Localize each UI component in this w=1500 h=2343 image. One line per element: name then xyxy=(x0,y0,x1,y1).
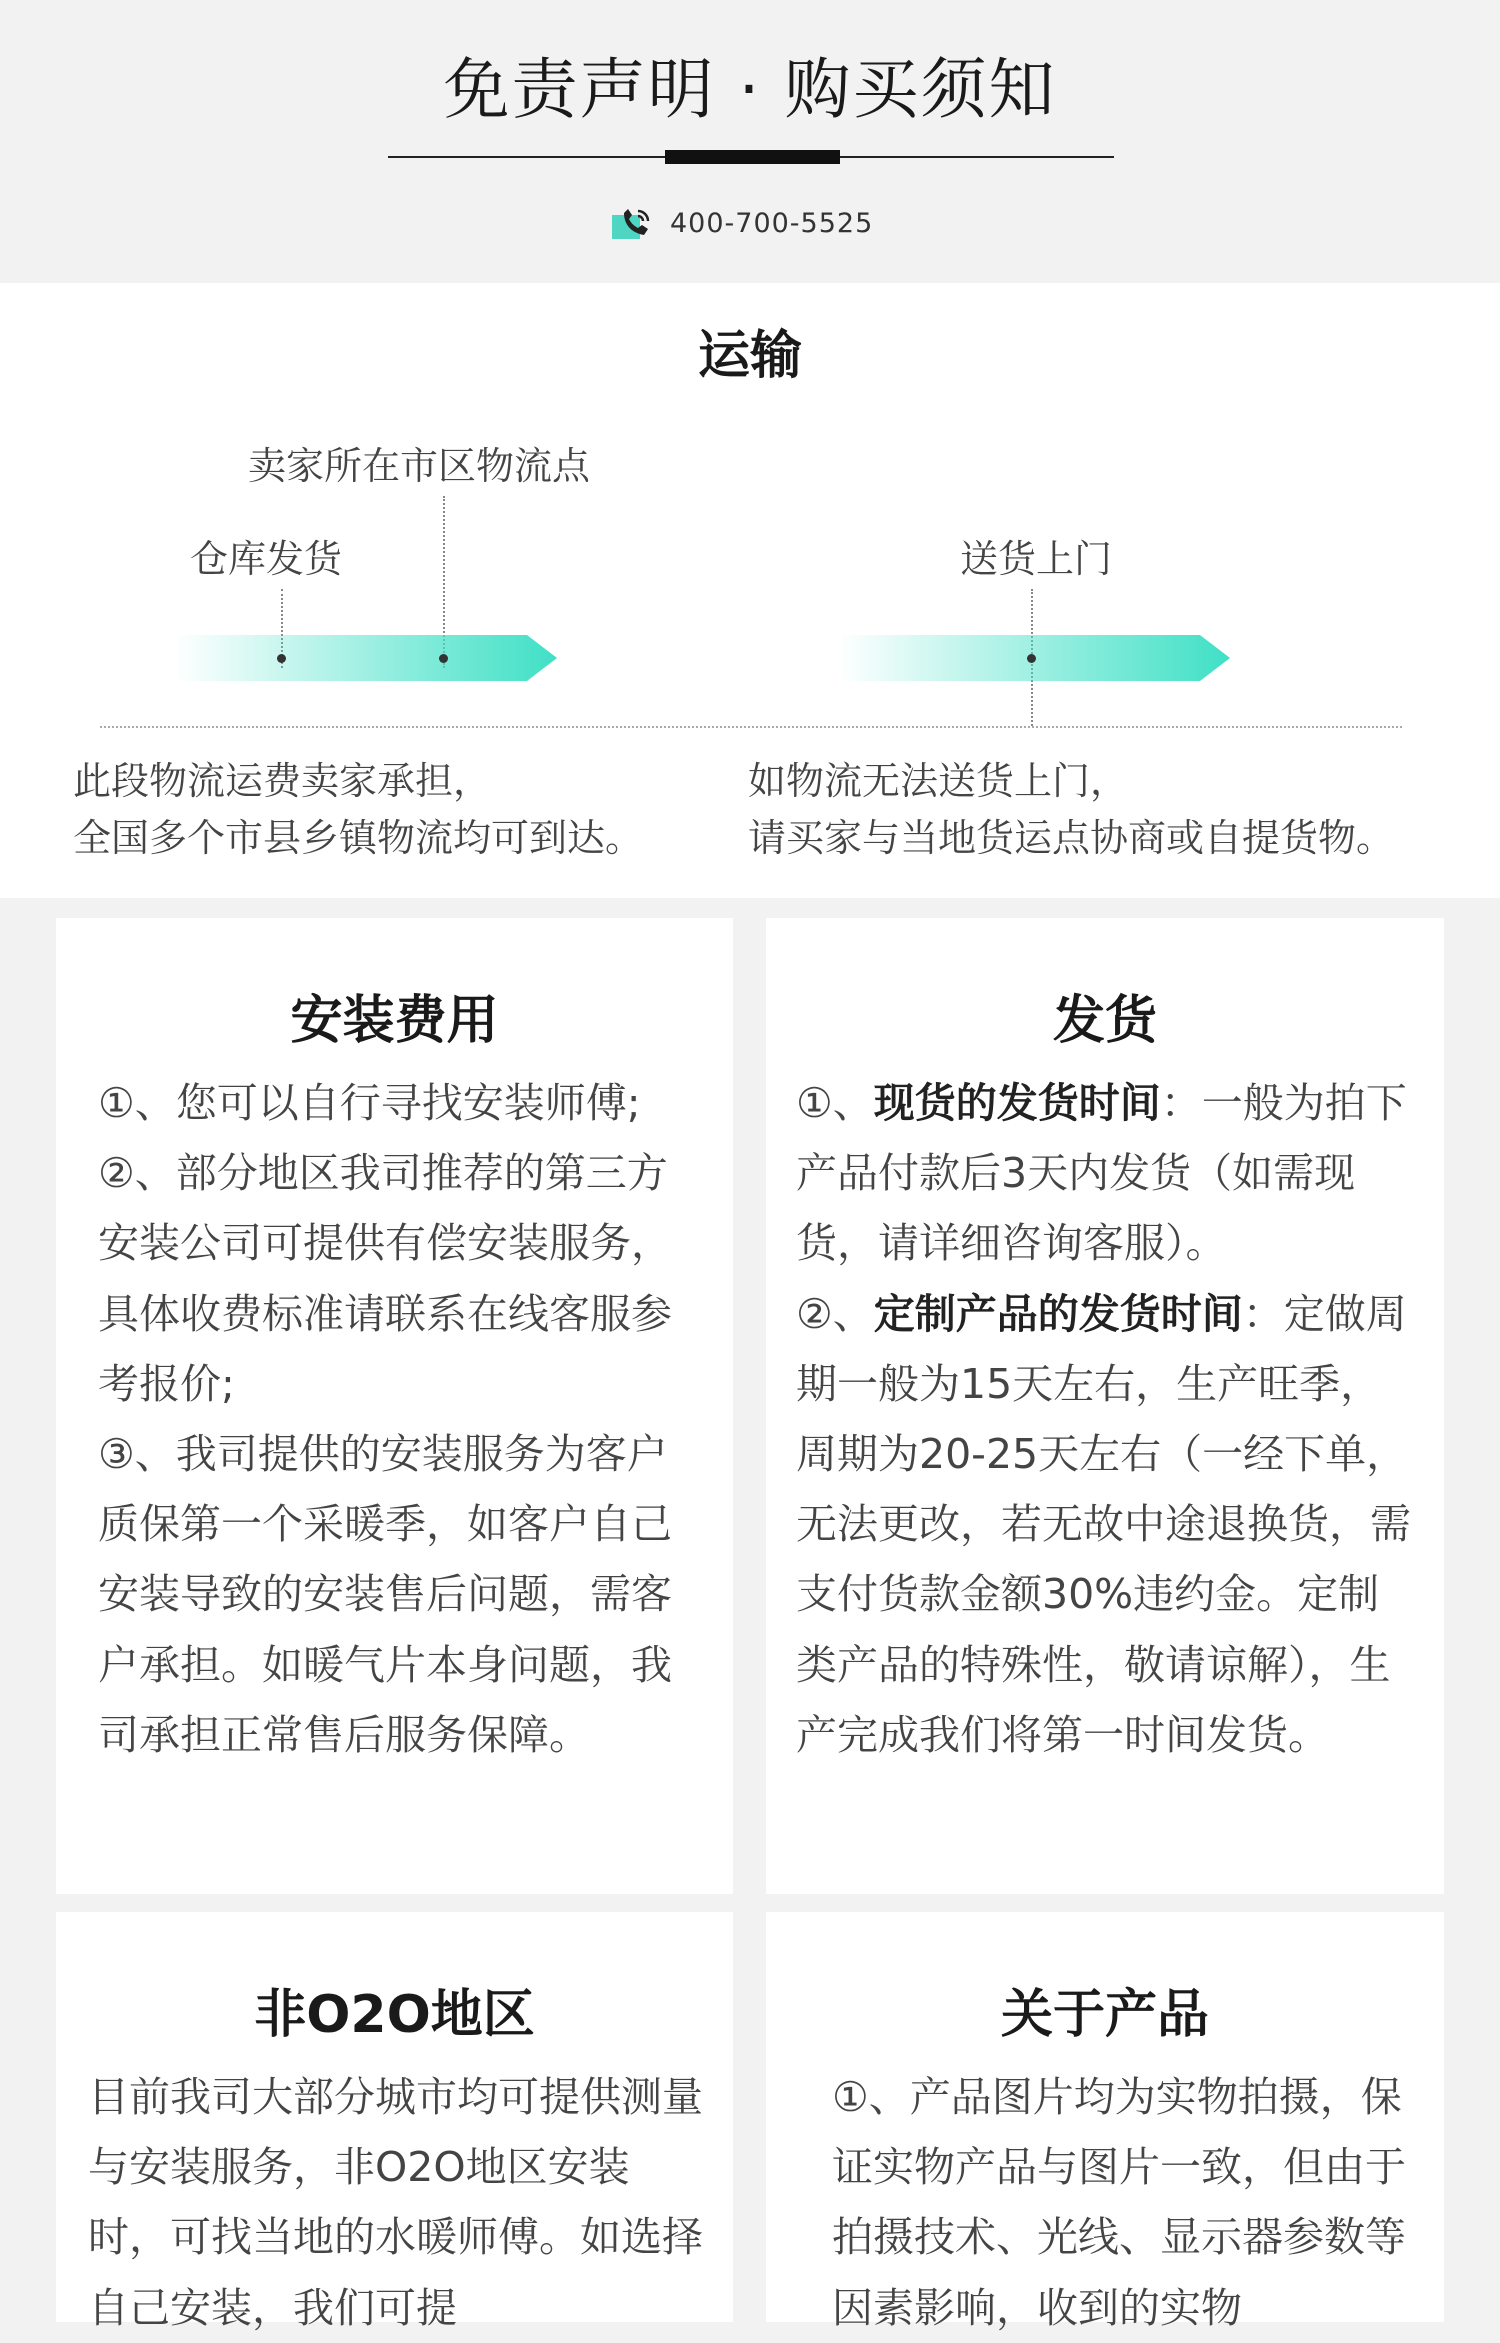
phone-contact[interactable] xyxy=(612,203,873,243)
label-warehouse-shipping: 仓库发货 xyxy=(190,537,343,581)
phone-number: 400-700-5525 xyxy=(670,207,874,239)
right-description xyxy=(748,753,1394,867)
shipping-item xyxy=(796,1279,1416,1770)
product-title: 关于产品 xyxy=(1000,1985,1209,2045)
item-prefix: ②、 xyxy=(796,1289,874,1338)
label-city-logistics-point: 卖家所在市区物流点 xyxy=(248,444,591,488)
left-description-line: 全国多个市县乡镇物流均可到达。 xyxy=(73,816,644,860)
right-description-line: 如物流无法送货上门， xyxy=(748,759,1129,803)
shipping-card xyxy=(766,918,1444,1894)
install-fee-card xyxy=(56,918,733,1894)
item-text: ：一般为拍下产品付款后3天内发货（如需现货，请详细咨询客服）。 xyxy=(796,1079,1407,1268)
item-prefix: ①、 xyxy=(796,1079,874,1127)
product-body xyxy=(832,2062,1422,2343)
item-heading: 定制产品的发货时间 xyxy=(873,1289,1243,1338)
warehouse-marker xyxy=(277,654,286,663)
item-text: ：定做周期一般为15天左右，生产旺季，周期为20-25天左右（一经下单，无法更改，若无故中途退换货，需支付货款金额30%违约金。定制类产品的特殊性，敬请谅解），生产完成我们将第一时间发货。 xyxy=(796,1289,1411,1759)
header-divider-accent xyxy=(665,150,840,164)
label-door-delivery: 送货上门 xyxy=(960,537,1113,581)
transport-section xyxy=(0,283,1500,898)
timeline-divider xyxy=(100,726,1402,728)
product-card xyxy=(766,1912,1444,2332)
left-description xyxy=(73,753,643,867)
install-paragraph: ②、部分地区我司推荐的第三方安装公司可提供有偿安装服务，具体收费标准请联系在线客服参考报价; xyxy=(98,1149,672,1408)
non-o2o-title: 非O2O地区 xyxy=(254,1985,535,2045)
shipping-body xyxy=(796,1068,1416,1770)
item-heading: 现货的发货时间 xyxy=(873,1079,1161,1127)
left-arrow xyxy=(175,635,557,681)
page-title: 免责声明 · 购买须知 xyxy=(443,51,1057,128)
install-paragraph: ①、您可以自行寻找安装师傅; xyxy=(98,1079,641,1127)
shipping-item xyxy=(796,1068,1416,1279)
phone-icon xyxy=(612,207,656,239)
product-text: ①、产品图片均为实物拍摄，保证实物产品与图片一致，但由于拍摄技术、光线、显示器参数等因素影响，收到的实物 xyxy=(832,2073,1406,2332)
install-paragraph: ③、我司提供的安装服务为客户质保第一个采暖季，如客户自己安装导致的安装售后问题，需客户承担。如暖气片本身问题，我司承担正常售后服务保障。 xyxy=(98,1430,672,1759)
door-marker xyxy=(1027,654,1036,663)
install-fee-title: 安装费用 xyxy=(290,991,499,1051)
non-o2o-text: 目前我司大部分城市均可提供测量与安装服务，非O2O地区安装时，可找当地的水暖师傅。如选择自己安装，我们可提 xyxy=(88,2073,703,2332)
header xyxy=(0,0,1500,283)
shipping-title: 发货 xyxy=(1052,991,1157,1051)
install-fee-body xyxy=(98,1068,708,1770)
non-o2o-card xyxy=(56,1912,733,2332)
city-point-marker xyxy=(439,654,448,663)
right-description-line: 请买家与当地货运点协商或自提货物。 xyxy=(748,816,1395,860)
left-description-line: 此段物流运费卖家承担， xyxy=(73,759,492,803)
transport-title: 运输 xyxy=(697,326,802,386)
non-o2o-body xyxy=(88,2062,708,2343)
